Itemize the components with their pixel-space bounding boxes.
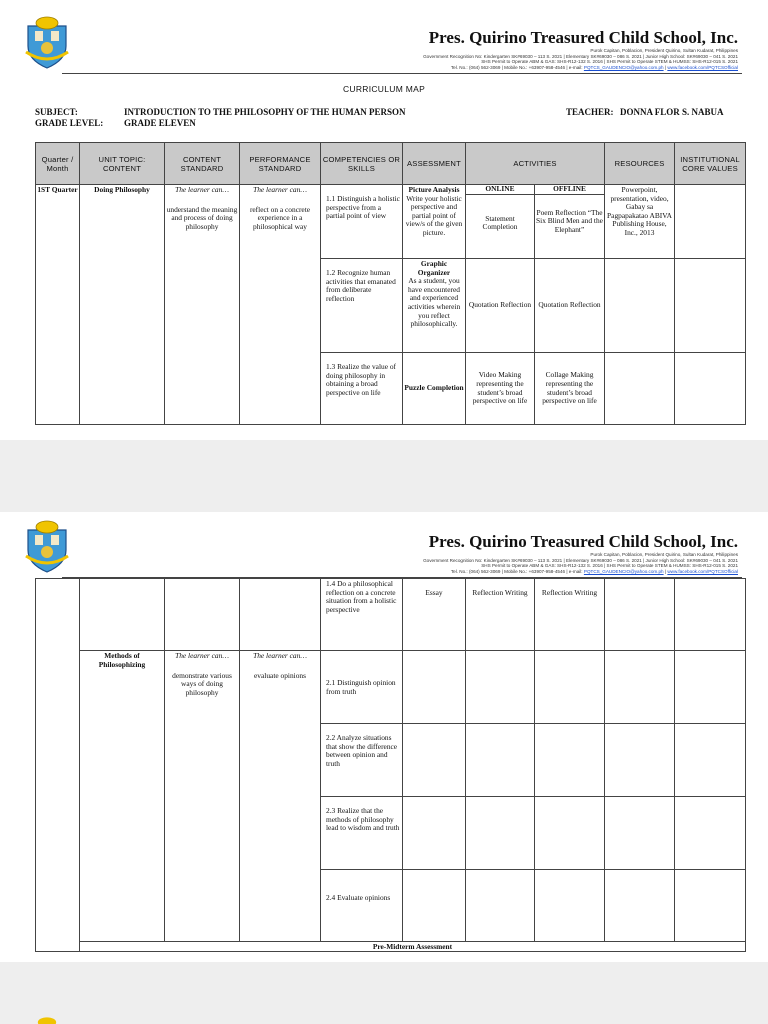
core-values-cell (675, 651, 746, 724)
online-activity-cell (466, 724, 535, 797)
teacher-label: TEACHER: (566, 107, 614, 117)
school-logo (22, 14, 72, 70)
content-standard-cell (165, 651, 240, 942)
core-values-cell (675, 724, 746, 797)
offline-activity-cell: Reflection Writing (535, 579, 605, 651)
assessment-title: Graphic Organizer (417, 259, 451, 277)
column-header-core-values: INSTITUTIONAL CORE VALUES (675, 143, 746, 185)
column-header-competencies: COMPETENCIES OR SKILLS (321, 143, 403, 185)
document-title: CURRICULUM MAP (342, 84, 426, 94)
assessment-text: As a student, you have encountered and experienced activities wherein you reflect philosophically. (407, 276, 461, 329)
competency-cell: 2.2 Analyze situations that show the difference between opinion and truth (321, 724, 403, 797)
assessment-title: Picture Analysis (408, 185, 460, 194)
online-activity-cell: Quotation Reflection (466, 259, 535, 353)
resources-cell: Powerpoint, presentation, video, Gabay sa Pagpapakatao ABIVA Publishing House, Inc., 2013 (605, 185, 675, 259)
curriculum-map-table-continued (35, 578, 746, 952)
column-header-unit-topic: UNIT TOPIC: CONTENT (80, 143, 165, 185)
school-logo (22, 1014, 72, 1024)
resources-cell (605, 259, 675, 353)
online-label: ONLINE (466, 185, 534, 195)
competency-cell: 2.1 Distinguish opinion from truth (321, 651, 403, 724)
curriculum-map-table (35, 142, 746, 425)
online-activity-cell (466, 185, 535, 259)
assessment-text: Write your holistic perspective and partial point of view/s of the given picture. (405, 193, 463, 237)
government-recognition: Government Recognition No: Kindergarten SK#69030 – 113 S. 2021 | Elementary SK#69030 – 086 S. 2021 | Junior High School: SK#69030 – 041 S. 2021 (423, 53, 738, 59)
resources-cell (605, 797, 675, 870)
competency-cell: 2.3 Realize that the methods of philosophy lead to wisdom and truth (321, 797, 403, 870)
table-row (36, 579, 746, 651)
core-values-cell (675, 185, 746, 259)
contact-line (178, 65, 738, 71)
resources-cell (605, 579, 675, 651)
email-link[interactable]: PQTCS_GAUDENCIO@yahoo.com.ph (583, 64, 664, 70)
offline-activity-cell (535, 185, 605, 259)
contact-numbers: Tel. No.: (064) 562-3069 | Mobile No.: +63907-958-4546 | e-mail: (450, 568, 584, 574)
school-address: Purok Capitan, Poblacion, President Quirino, Sultan Kudarat, Philippines (590, 552, 738, 557)
offline-label: OFFLINE (535, 185, 604, 195)
competency-cell: 2.4 Evaluate opinions (321, 870, 403, 942)
separator: | (663, 568, 668, 574)
performance-standard-cell (240, 651, 321, 942)
online-activity-cell: Video Making representing the student’s broad perspective on life (466, 353, 535, 425)
content-standard-intro: The learner can… (175, 185, 229, 194)
performance-standard-cell (240, 185, 321, 425)
core-values-cell (675, 579, 746, 651)
content-standard-intro: The learner can… (175, 651, 229, 660)
header-divider (62, 73, 742, 74)
column-header-activities: ACTIVITIES (466, 143, 605, 185)
competency-cell: 1.2 Recognize human activities that emanated from deliberate reflection (321, 259, 403, 353)
online-activity-cell (466, 651, 535, 724)
government-recognition: Government Recognition No: Kindergarten SK#69030 – 113 S. 2021 | Elementary SK#69030 – 086 S. 2021 | Junior High School: SK#69030 – 041 S. 2021 (423, 557, 738, 563)
table-row (36, 651, 746, 724)
performance-standard-intro: The learner can… (253, 185, 307, 194)
performance-standard-text: reflect on a concrete experience in a philosophical way (249, 204, 311, 231)
offline-activity-cell (535, 724, 605, 797)
shs-permits: SHS Permit to Operate ABM & GAS: SHS-R12-132 S. 2016 | SHS Permit to Operate STEM & HUMSS: SHS-R12-015 S. 2021 (481, 59, 738, 65)
assessment-cell (403, 651, 466, 724)
core-values-cell (675, 797, 746, 870)
quarter-cell: 1ST Quarter (36, 185, 80, 425)
school-logo (22, 518, 72, 574)
grade-level-label: GRADE LEVEL: (35, 118, 104, 128)
school-address: Purok Capitan, Poblacion, President Quirino, Sultan Kudarat, Philippines (590, 48, 738, 53)
subject-label: SUBJECT: (35, 107, 78, 117)
facebook-link[interactable]: www.facebook.com/PQTCSOfficial (667, 64, 738, 70)
unit-topic-cell: Methods of Philosophizing (80, 651, 165, 942)
contact-numbers: Tel. No.: (064) 562-3069 | Mobile No.: +63907-958-4546 | e-mail: (450, 64, 584, 70)
facebook-link[interactable]: www.facebook.com/PQTCSOfficial (667, 568, 738, 574)
separator: | (663, 64, 668, 70)
assessment-cell (403, 724, 466, 797)
resources-cell (605, 870, 675, 942)
assessment-cell (403, 797, 466, 870)
competency-cell: 1.3 Realize the value of doing philosophy in obtaining a broad perspective on life (321, 353, 403, 425)
column-header-quarter: Quarter / Month (36, 143, 80, 185)
school-name: Pres. Quirino Treasured Child School, Inc. (428, 532, 738, 551)
performance-standard-intro: The learner can… (253, 651, 307, 660)
assessment-cell: Puzzle Completion (403, 353, 466, 425)
column-header-assessment: ASSESSMENT (403, 143, 466, 185)
core-values-cell (675, 870, 746, 942)
resources-cell (605, 353, 675, 425)
offline-activity-cell (535, 870, 605, 942)
performance-standard-cell (240, 579, 321, 651)
assessment-cell (403, 870, 466, 942)
teacher-value: DONNA FLOR S. NABUA (620, 107, 724, 117)
pre-midterm-assessment-row: Pre-Midterm Assessment (80, 942, 746, 952)
content-standard-text: understand the meaning and process of doing philosophy (166, 204, 238, 231)
table-row (36, 942, 746, 952)
table-row (36, 185, 746, 259)
school-contact-info (178, 48, 738, 70)
column-header-content-standard: CONTENT STANDARD (165, 143, 240, 185)
unit-topic-cell (80, 579, 165, 651)
resources-cell (605, 724, 675, 797)
core-values-cell (675, 353, 746, 425)
competency-cell: 1.1 Distinguish a holistic perspective from a partial point of view (321, 185, 403, 259)
contact-line (178, 569, 738, 575)
document-page-1 (0, 0, 768, 440)
offline-activity-text: Poem Reflection “The Six Blind Men and the Elephant” (536, 207, 603, 234)
online-activity-cell: Reflection Writing (466, 579, 535, 651)
offline-activity-cell (535, 797, 605, 870)
core-values-cell (675, 259, 746, 353)
page-gap (0, 440, 768, 512)
online-activity-text: Statement Completion (482, 213, 518, 232)
school-name: Pres. Quirino Treasured Child School, Inc. (428, 28, 738, 47)
page-gap (0, 962, 768, 1024)
school-contact-info (178, 552, 738, 574)
content-standard-cell (165, 579, 240, 651)
unit-topic-cell: Doing Philosophy (80, 185, 165, 425)
competency-cell: 1.4 Do a philosophical reflection on a concrete situation from a holistic perspective (321, 579, 403, 651)
resources-cell (605, 651, 675, 724)
online-activity-cell (466, 870, 535, 942)
shs-permits: SHS Permit to Operate ABM & GAS: SHS-R12-132 S. 2016 | SHS Permit to Operate STEM & HUMSS: SHS-R12-015 S. 2021 (481, 563, 738, 569)
content-standard-cell (165, 185, 240, 425)
column-header-resources: RESOURCES (605, 143, 675, 185)
content-standard-text: demonstrate various ways of doing philosophy (172, 670, 232, 697)
assessment-cell (403, 185, 466, 259)
offline-activity-cell: Collage Making representing the student’s broad perspective on life (535, 353, 605, 425)
offline-activity-cell: Quotation Reflection (535, 259, 605, 353)
performance-standard-text: evaluate opinions (254, 670, 306, 680)
email-link[interactable]: PQTCS_GAUDENCIO@yahoo.com.ph (583, 568, 664, 574)
online-activity-cell (466, 797, 535, 870)
grade-level-value: GRADE ELEVEN (124, 118, 196, 128)
assessment-cell (403, 259, 466, 353)
quarter-cell (36, 579, 80, 952)
assessment-cell: Essay (403, 579, 466, 651)
column-header-performance-standard: PERFORMANCE STANDARD (240, 143, 321, 185)
subject-value: INTRODUCTION TO THE PHILOSOPHY OF THE HUMAN PERSON (124, 107, 406, 117)
offline-activity-cell (535, 651, 605, 724)
